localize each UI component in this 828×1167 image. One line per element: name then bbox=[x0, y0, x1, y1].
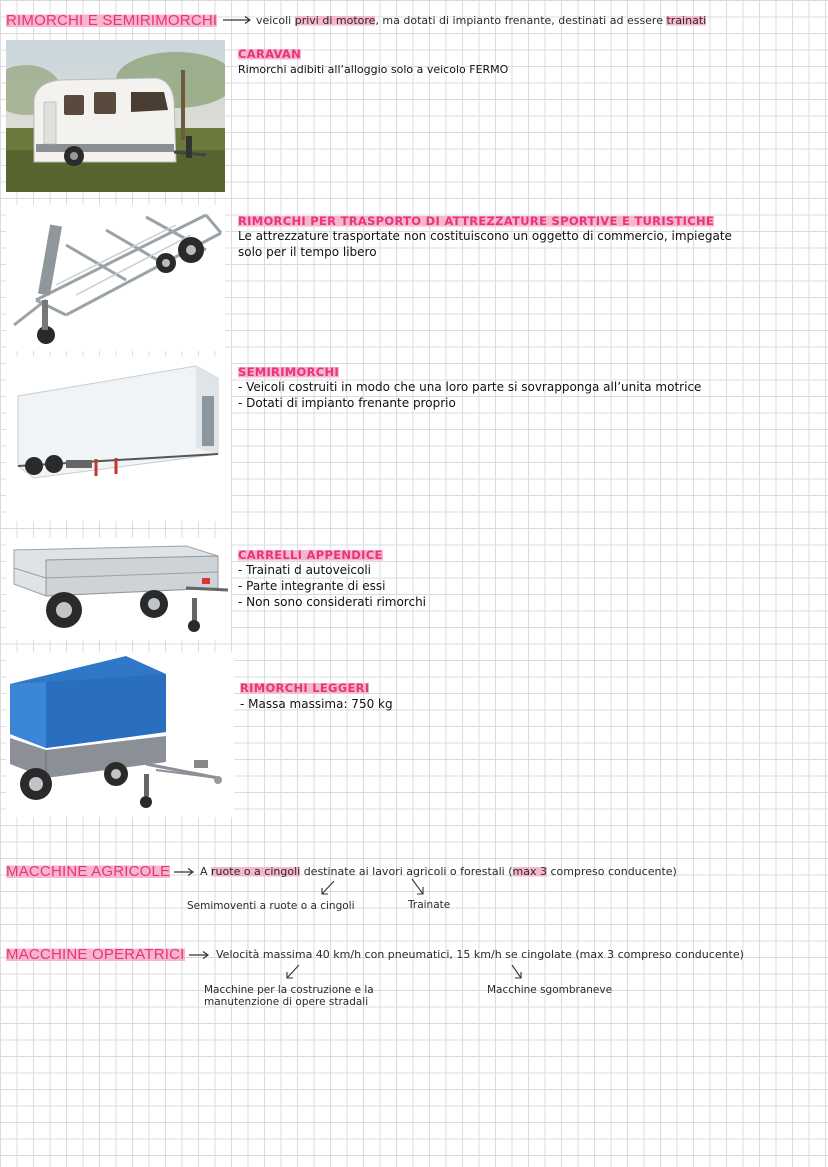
semitrailer-line1: - Veicoli costruiti in modo che una loro parte si sovrapponga all’unita motrice bbox=[238, 380, 702, 394]
utility-trailer-image bbox=[6, 538, 231, 640]
semitrailer-title: SEMIRIMORCHI bbox=[238, 365, 340, 379]
agricole-branch-left: Semimoventi a ruote o a cingoli bbox=[187, 900, 355, 912]
arrow-down-left-icon bbox=[285, 964, 301, 980]
utility-trailer-line1: - Trainati d autoveicoli bbox=[238, 563, 372, 577]
rimorchi-title: RIMORCHI E SEMIRIMORCHI bbox=[6, 12, 218, 29]
arrow-right-icon bbox=[222, 15, 252, 25]
arrow-right-icon bbox=[188, 950, 210, 960]
utility-trailer-line3: - Non sono considerati rimorchi bbox=[238, 595, 427, 609]
utility-trailer-line2: - Parte integrante di essi bbox=[238, 579, 386, 593]
sport-trailer-line1: Le attrezzature trasportate non costituiscono un oggetto di commercio, impiegate bbox=[238, 229, 732, 243]
operatrici-branch-right: Macchine sgombraneve bbox=[487, 984, 613, 996]
sport-trailer-image bbox=[6, 205, 225, 351]
semitrailer-line2: - Dotati di impianto frenante proprio bbox=[238, 396, 456, 410]
arrow-down-left-icon bbox=[320, 880, 336, 896]
caravan-image bbox=[6, 40, 225, 192]
caravan-text: Rimorchi adibiti all’alloggio solo a veicolo FERMO bbox=[238, 63, 509, 76]
agricole-definition: A ruote o a cingoli destinate ai lavori agricoli o forestali (max 3 compreso conducente) bbox=[200, 865, 677, 878]
rimorchi-definition: veicoli privi di motore, ma dotati di impianto frenante, destinati ad essere trainati bbox=[256, 14, 707, 27]
sport-trailer-title: RIMORCHI PER TRASPORTO DI ATTREZZATURE SPORTIVE E TURISTICHE bbox=[238, 214, 715, 228]
arrow-right-icon bbox=[173, 867, 195, 877]
utility-trailer-title: CARRELLI APPENDICE bbox=[238, 548, 383, 562]
caravan-title: CARAVAN bbox=[238, 47, 302, 61]
arrow-down-right-icon bbox=[410, 878, 426, 896]
operatrici-definition: Velocità massima 40 km/h con pneumatici, 15 km/h se cingolate (max 3 compreso conducente) bbox=[216, 948, 744, 961]
light-trailer-title: RIMORCHI LEGGERI bbox=[240, 681, 370, 695]
light-trailer-line1: - Massa massima: 750 kg bbox=[240, 697, 393, 711]
operatrici-title: MACCHINE OPERATRICI bbox=[6, 946, 185, 963]
agricole-title: MACCHINE AGRICOLE bbox=[6, 863, 171, 880]
light-trailer-image bbox=[6, 652, 234, 817]
operatrici-branch-left-2: manutenzione di opere stradali bbox=[204, 996, 369, 1008]
semitrailer-image bbox=[6, 356, 231, 521]
sport-trailer-line2: solo per il tempo libero bbox=[238, 245, 377, 259]
operatrici-branch-left-1: Macchine per la costruzione e la bbox=[204, 984, 374, 996]
agricole-branch-right: Trainate bbox=[408, 899, 451, 911]
arrow-down-right-icon bbox=[510, 964, 524, 980]
